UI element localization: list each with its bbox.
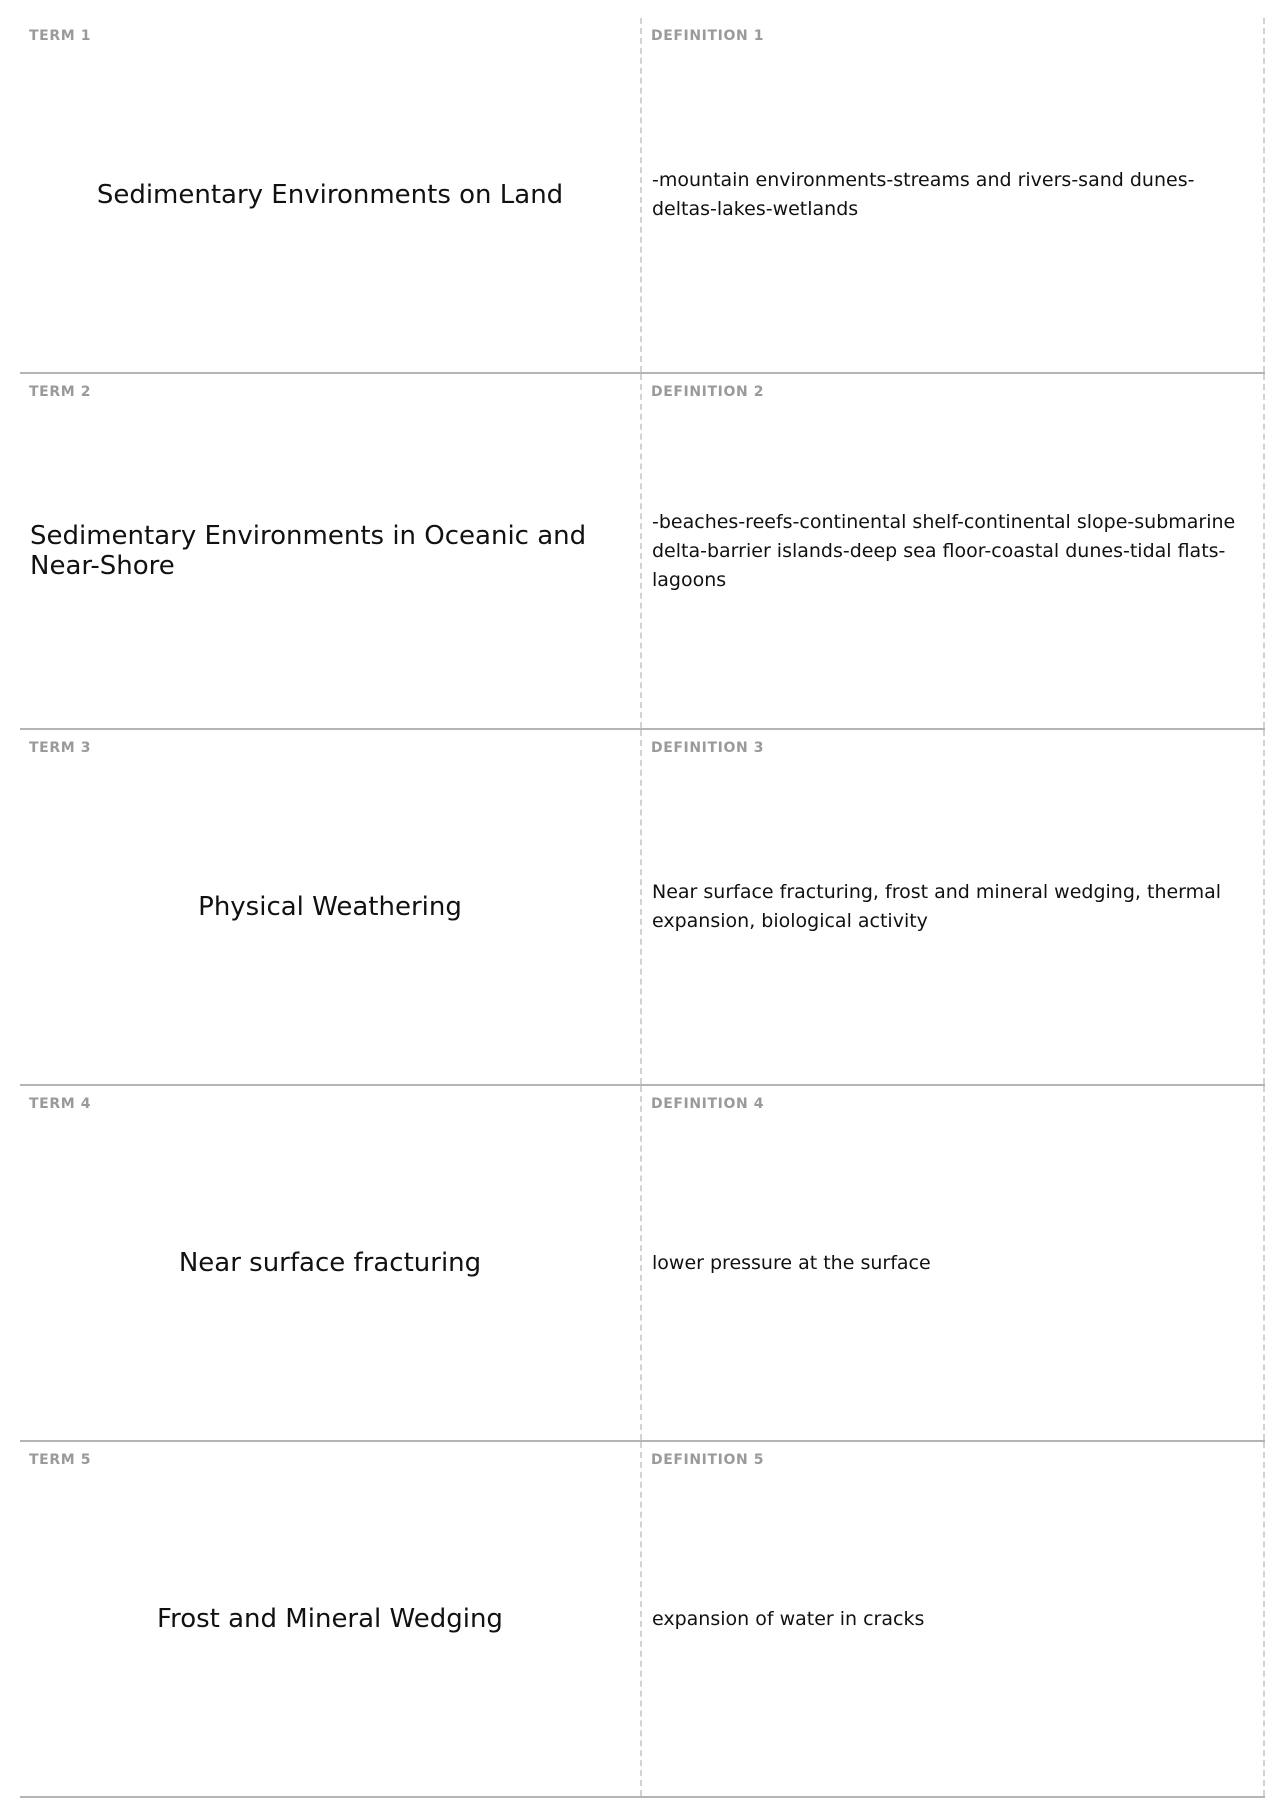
definition-cell xyxy=(642,1442,1265,1796)
flashcard-sheet xyxy=(20,18,1265,1798)
term-label: TERM 5 xyxy=(29,1452,92,1468)
definition-cell xyxy=(642,18,1265,372)
definition-cell xyxy=(642,374,1265,728)
term-text: Physical Weathering xyxy=(198,892,462,922)
definition-label: DEFINITION 3 xyxy=(651,740,765,756)
term-text: Sedimentary Environments in Oceanic and Near-Shore xyxy=(30,521,587,581)
term-cell xyxy=(20,18,642,372)
definition-cell xyxy=(642,1086,1265,1440)
definition-text: expansion of water in cracks xyxy=(652,1607,925,1630)
definition-text: -mountain environments-streams and rivers-sand dunes-deltas-lakes-wetlands xyxy=(652,169,1195,220)
definition-label: DEFINITION 1 xyxy=(651,28,765,44)
definition-label: DEFINITION 5 xyxy=(651,1452,765,1468)
card-row-1 xyxy=(20,18,1265,374)
definition-label: DEFINITION 2 xyxy=(651,384,765,400)
term-label: TERM 3 xyxy=(29,740,92,756)
definition-text: Near surface fracturing, frost and mineral wedging, thermal expansion, biological activity xyxy=(652,881,1222,932)
card-row-3 xyxy=(20,730,1265,1086)
term-text: Sedimentary Environments on Land xyxy=(96,180,564,210)
card-row-4 xyxy=(20,1086,1265,1442)
definition-text: -beaches-reefs-continental shelf-continental slope-submarine delta-barrier islands-deep sea floor-coastal dunes-tidal flats-lagoons xyxy=(652,510,1236,591)
definition-label: DEFINITION 4 xyxy=(651,1096,765,1112)
term-cell xyxy=(20,1086,642,1440)
term-label: TERM 4 xyxy=(29,1096,92,1112)
term-cell xyxy=(20,374,642,728)
term-label: TERM 2 xyxy=(29,384,92,400)
term-label: TERM 1 xyxy=(29,28,92,44)
card-row-2 xyxy=(20,374,1265,730)
card-row-5 xyxy=(20,1442,1265,1798)
term-cell xyxy=(20,1442,642,1796)
term-text: Frost and Mineral Wedging xyxy=(157,1604,503,1634)
definition-text: lower pressure at the surface xyxy=(652,1251,931,1274)
definition-cell xyxy=(642,730,1265,1084)
term-cell xyxy=(20,730,642,1084)
term-text: Near surface fracturing xyxy=(178,1248,482,1278)
